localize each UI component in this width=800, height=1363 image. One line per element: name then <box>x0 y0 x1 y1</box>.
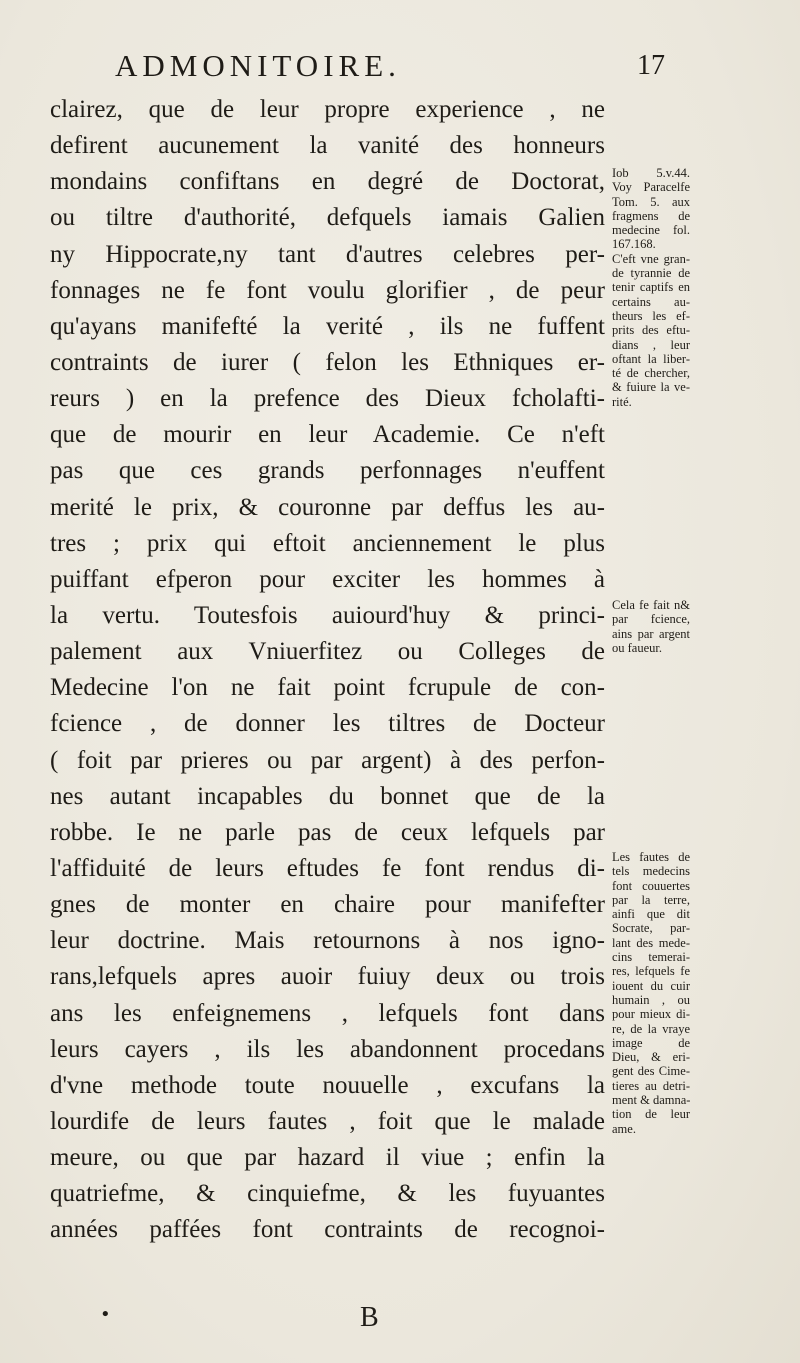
text-line: merité le prix, & couronne par deffus les au- <box>50 493 605 521</box>
text-line: d'vne methode toute nouuelle , excufans la <box>50 1071 605 1099</box>
margin-note-line: ainfi que dit <box>612 907 690 922</box>
text-line: la vertu. Toutesfois auiourd'huy & princi- <box>50 601 605 629</box>
text-line: ou tiltre d'authorité, defquels iamais Galien <box>50 204 605 232</box>
main-text-block <box>50 92 605 1249</box>
margin-note-line: prits des eftu- <box>612 323 690 338</box>
margin-note-line: medecine fol. <box>612 223 690 238</box>
text-line: palement aux Vniuerfitez ou Colleges de <box>50 638 605 666</box>
margin-note-line: dians , leur <box>612 337 690 352</box>
ink-dot-mark: • <box>100 1304 111 1325</box>
text-line: fcience , de donner les tiltres de Docteur <box>50 710 605 738</box>
text-line: rans,lefquels apres auoir fuiuy deux ou trois <box>50 963 605 991</box>
margin-note-line: ains par argent <box>612 626 690 641</box>
text-line: mondains confiftans en degré de Doctorat, <box>50 168 605 196</box>
margin-note-sources <box>612 166 796 409</box>
margin-note-line: humain , ou <box>612 992 690 1007</box>
margin-note-physicians <box>612 850 796 1136</box>
margin-note-line: ment & damna- <box>612 1093 691 1108</box>
margin-note-line: Voy Paracelfe <box>612 180 690 195</box>
text-line: années paffées font contraints de recognoi- <box>50 1216 605 1244</box>
text-line: leurs cayers , ils les abandonnent procedans <box>50 1035 605 1063</box>
text-line: pas que ces grands perfonnages n'euffent <box>50 457 605 485</box>
text-line: robbe. Ie ne parle pas de ceux lefquels par <box>50 818 605 846</box>
margin-note-line: té de chercher, <box>612 366 690 381</box>
margin-note-line: image de <box>612 1035 690 1050</box>
margin-note-line: ou faueur. <box>612 640 662 655</box>
text-line: defirent aucunement la vanité des honneurs <box>50 132 605 160</box>
margin-note-line: tels medecins <box>612 864 690 879</box>
margin-note-line: rité. <box>612 394 632 409</box>
margin-note-line: Les fautes de <box>612 850 690 864</box>
text-line: ny Hippocrate,ny tant d'autres celebres per- <box>50 240 605 268</box>
margin-note-line: tion de leur <box>612 1107 690 1122</box>
margin-note-line: 167.168. <box>612 237 656 252</box>
page-header <box>115 42 665 90</box>
text-line: tres ; prix qui eftoit anciennement le plus <box>50 529 605 557</box>
running-head: ADMONITOIRE. <box>115 48 401 83</box>
margin-note-line: theurs les ef- <box>612 308 690 323</box>
text-line: clairez, que de leur propre experience , ne <box>50 96 605 123</box>
text-line: Medecine l'on ne fait point fcrupule de con- <box>50 674 605 702</box>
text-line: lourdife de leurs fautes , foit que le malade <box>50 1107 605 1135</box>
margin-note-line: pour mieux di- <box>612 1007 690 1022</box>
text-line: ans les enfeignemens , lefquels font dans <box>50 999 605 1027</box>
text-line: leur doctrine. Mais retournons à nos igno- <box>50 927 605 955</box>
margin-note-line: Cela fe fait n& <box>612 598 690 612</box>
margin-note-line: tenir captifs en <box>612 280 690 295</box>
margin-note-line: Tom. 5. aux <box>612 194 690 209</box>
margin-note-line: lant des mede- <box>612 935 690 950</box>
margin-note-line: re, de la vraye <box>612 1021 690 1036</box>
page-number: 17 <box>637 50 665 81</box>
signature-mark: B <box>360 1302 379 1333</box>
margin-note-line: res, lefquels fe <box>612 964 690 979</box>
text-line: qu'ayans manifefté la verité , ils ne fuffent <box>50 312 605 340</box>
margin-note-line: tieres au detri- <box>612 1078 690 1093</box>
text-line: gnes de monter en chaire pour manifefter <box>50 891 605 919</box>
text-line: ( foit par prieres ou par argent) à des perfon- <box>50 746 605 774</box>
margin-note-line: font couuertes <box>612 878 690 893</box>
margin-note-line: & fuiure la ve- <box>612 380 690 395</box>
margin-note-line: iouent du cuir <box>612 978 690 993</box>
margin-note-line: par fcience, <box>612 612 690 627</box>
text-line: l'affiduité de leurs eftudes fe font rendus di- <box>50 854 605 882</box>
margin-note-line: cins temerai- <box>612 950 690 965</box>
text-line: quatriefme, & cinquiefme, & les fuyuantes <box>50 1180 605 1208</box>
margin-note-line: Iob 5.v.44. <box>612 166 690 180</box>
text-line: reurs ) en la prefence des Dieux fcholafti- <box>50 385 605 413</box>
text-line: que de mourir en leur Academie. Ce n'eft <box>50 421 605 449</box>
text-line: contraints de iurer ( felon les Ethniques er- <box>50 348 605 376</box>
margin-note-science <box>612 598 796 655</box>
margin-note-line: Socrate, par- <box>612 921 690 936</box>
margin-note-line: oftant la liber- <box>612 351 690 366</box>
margin-note-line: certains au- <box>612 294 690 309</box>
margin-note-line: fragmens de <box>612 208 690 223</box>
margin-note-line: C'eft vne gran- <box>612 251 690 266</box>
text-line: fonnages ne fe font voulu glorifier , de peur <box>50 276 605 304</box>
margin-note-line: Dieu, & eri- <box>612 1050 690 1065</box>
margin-note-line: gent des Cime- <box>612 1064 690 1079</box>
text-line: nes autant incapables du bonnet que de la <box>50 782 605 810</box>
margin-note-line: ame. <box>612 1121 636 1136</box>
text-line: puiffant efperon pour exciter les hommes à <box>50 565 605 593</box>
text-line: meure, ou que par hazard il viue ; enfin la <box>50 1144 605 1172</box>
margin-note-line: par la terre, <box>612 892 690 907</box>
margin-note-line: de tyrannie de <box>612 266 690 281</box>
